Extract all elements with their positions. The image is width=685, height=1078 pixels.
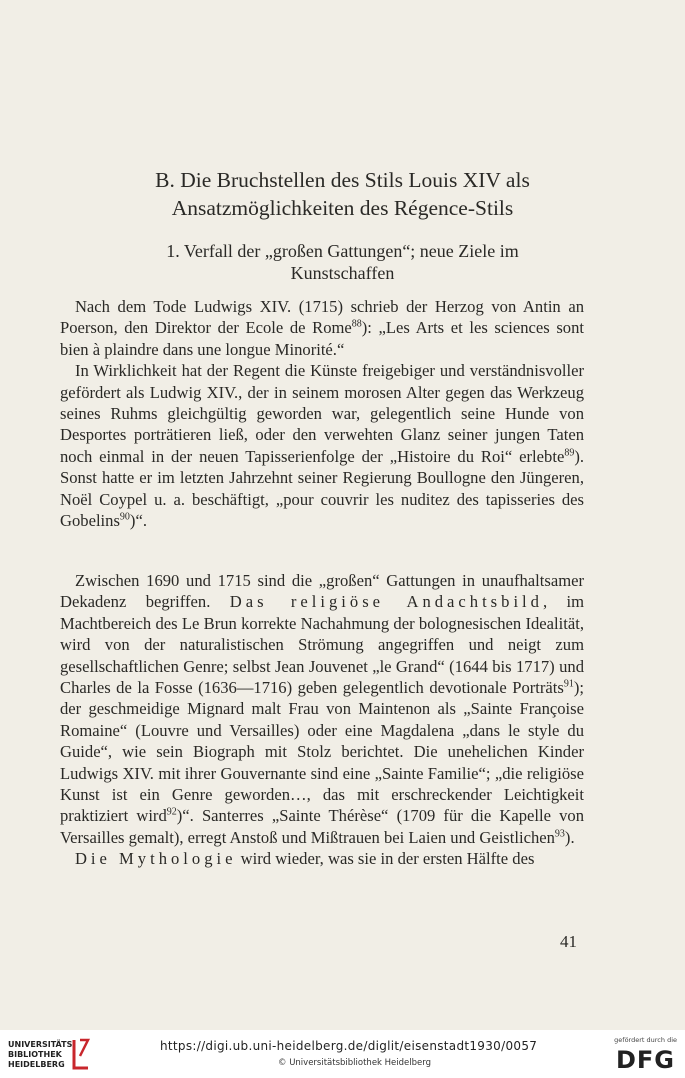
spaced-emphasis: Die Mythologie <box>74 849 237 869</box>
dfg-logo: DFG <box>615 1046 675 1074</box>
footnote-ref: 93 <box>554 828 565 840</box>
section-title-line2: Kunstschaffen <box>290 263 395 283</box>
funding-label: gefördert durch die <box>614 1036 677 1044</box>
paragraph-3: Zwischen 1690 und 1715 sind die „großen“ Gattungen in unaufhaltsamer Dekadenz begriffen. Das religiöse Andachtsbild, im Machtbereich des Le Brun korrekte Nachahmung der bolognesischen Idealität, wird von der naturalistischen Strömung angegriffen und neigt zum gesellschaftlichen Genre; selbst Jean Jouvenet „le Grand“ (1644 bis 1717) und Charles de la Fosse (1636—1716) geben gelegentlich devotionale Porträts$^{91}$); der geschmeidige Mignard malt Frau von Maintenon als „Sainte Françoise Romaine“ (Louvre und Versailles) oder eine Magdalena „dans le style du Guide“, wie sein Biograph mit Stolz berichtet. Die unehelichen Kinder Ludwigs XIV. mit ihrer Gouvernante sind eine „Sainte Familie“; „die religiöse Kunst ist ein Genre geworden…, das mit erschreckender Leichtigkeit praktiziert wird$^{92}$)“. Santerres „Sainte Thérèse“ (1709 für die Kapelle von Versailles gemalt), erregt Anstoß und Mißtrauen bei Laien und Geistlichen$^{93}$). <box>60 571 585 847</box>
section-title <box>60 240 625 284</box>
paragraph-4: Die Mythologie wird wieder, was sie in der ersten Hälfte des <box>74 849 535 869</box>
library-logo-text: UNIVERSITÄTS- BIBLIOTHEK HEIDELBERG <box>8 1040 76 1069</box>
footnote-ref: 91 <box>563 678 574 690</box>
footnote-ref: 88 <box>351 318 362 330</box>
copyright-notice: © Universitätsbibliothek Heidelberg <box>278 1058 432 1068</box>
spaced-emphasis: Das religiöse Andachtsbild <box>229 592 543 612</box>
section-title-line1: 1. Verfall der „großen Gattungen“; neue Ziele im <box>166 241 519 261</box>
paragraph-2: In Wirklichkeit hat der Regent die Künste freigebiger und verständnisvoller gefördert als Ludwig XIV., der in seinem morosen Alter gegen das Werkzeug seines Ruhms gleichgültig geworden war, gelegentlich seine Hunde von Desportes porträtieren ließ, oder den verwehten Glanz seiner jungen Taten noch einmal in der neuen Tapisserienfolge der „Histoire du Roi“ erlebte$^{89}$). Sonst hatte er im letzten Jahrzehnt seiner Regierung Boullogne den Jüngeren, Noël Coypel u. a. beschäftigt, „pour couvrir les nuditez des tapisseries des Gobelins$^{90}$)“. <box>60 361 584 531</box>
page-number: 41 <box>560 932 577 951</box>
paragraph-1: Nach dem Tode Ludwigs XIV. (1715) schrieb der Herzog von Antin an Poerson, den Direktor der Ecole de Rome$^{88}$): „Les Arts et les sciences sont bien à plaindre dans une longue Minorité.“ <box>60 297 584 359</box>
library-logo-icon <box>70 1036 92 1072</box>
chapter-title-line1: B. Die Bruchstellen des Stils Louis XIV als <box>155 168 530 192</box>
footnote-ref: 89 <box>564 447 575 459</box>
body-block-1 <box>60 296 584 531</box>
viewer-footer <box>0 1030 685 1078</box>
chapter-title <box>60 166 625 222</box>
permalink-url[interactable]: https://digi.ub.uni-heidelberg.de/diglit/eisenstadt1930/0057 <box>160 1039 538 1053</box>
chapter-title-line2: Ansatzmöglichkeiten des Régence-Stils <box>171 196 514 220</box>
body-block-2 <box>60 570 584 870</box>
footnote-ref: 92 <box>166 806 177 818</box>
footnote-ref: 90 <box>119 511 130 523</box>
